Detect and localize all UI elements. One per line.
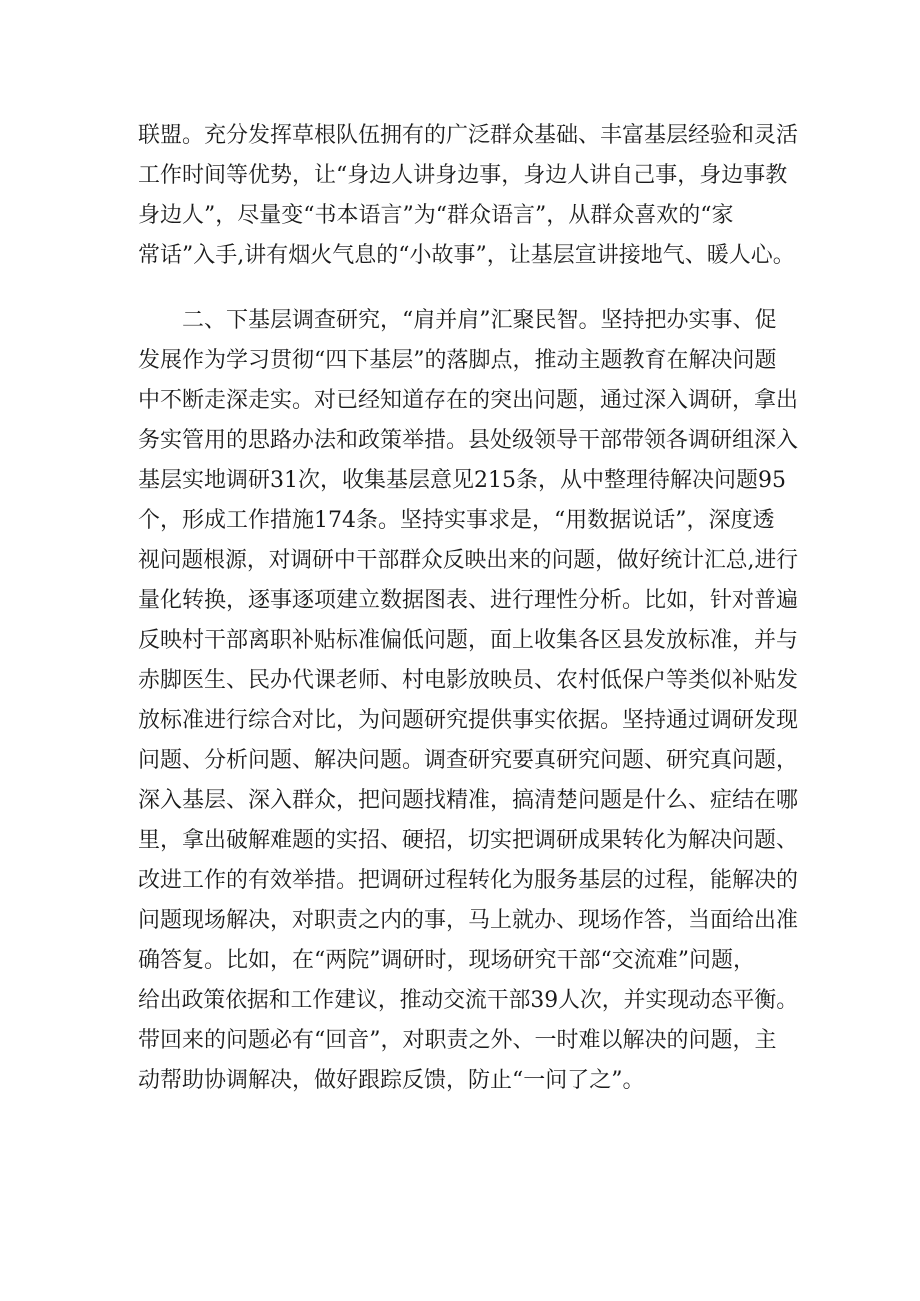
text-line: 工作时间等优势，让“身边人讲身边事，身边人讲自己事，身边事教 [138,163,788,188]
text-line: 常话”入手,讲有烟火气息的“小故事”，让基层宣讲接地气、暖人心。 [138,243,795,268]
paragraph-1 [138,116,798,276]
text-line: 务实管用的思路办法和政策举措。县处级领导干部带领各调研组深入 [138,428,799,453]
text-line: 反映村干部离职补贴标准偏低问题，面上收集各区县发放标准，并与 [138,628,799,653]
text-line: 发展作为学习贯彻“四下基层”的落脚点，推动主题教育在解决问题 [138,348,777,373]
text-line: 中不断走深走实。对已经知道存在的突出问题，通过深入调研，拿出 [138,388,799,413]
text-line: 联盟。充分发挥草根队伍拥有的广泛群众基础、丰富基层经验和灵活 [138,123,799,148]
text-line: 放标准进行综合对比，为问题研究提供事实依据。坚持通过调研发现 [138,708,799,733]
text-line: 基层实地调研31次，收集基层意见215条，从中整理待解决问题95 [138,468,786,493]
text-line: 确答复。比如，在“两院”调研时，现场研究干部“交流难”问题， [138,948,755,973]
text-line: 身边人”，尽量变“书本语言”为“群众语言”，从群众喜欢的“家 [138,203,734,228]
text-line: 二、下基层调查研究，“肩并肩”汇聚民智。坚持把办实事、促 [138,308,777,333]
text-line: 视问题根源，对调研中干部群众反映出来的问题，做好统计汇总,进行 [138,548,798,573]
text-line: 给出政策依据和工作建议，推动交流干部39人次，并实现动态平衡。 [138,988,799,1013]
text-line: 赤脚医生、民办代课老师、村电影放映员、农村低保户等类似补贴发 [138,668,799,693]
paragraph-2 [138,301,798,1101]
text-line: 改进工作的有效举措。把调研过程转化为服务基层的过程，能解决的 [138,868,799,893]
text-line: 个，形成工作措施174条。坚持实事求是，“用数据说话”，深度透 [138,508,775,533]
text-line: 里，拿出破解难题的实招、硬招，切实把调研成果转化为解决问题、 [138,828,799,853]
text-line: 问题现场解决，对职责之内的事，马上就办、现场作答，当面给出准 [138,908,799,933]
text-line: 带回来的问题必有“回音”，对职责之外、一时难以解决的问题，主 [138,1028,777,1053]
text-line: 问题、分析问题、解决问题。调查研究要真研究问题、研究真问题， [138,748,799,773]
text-line: 动帮助协调解决，做好跟踪反馈，防止“一问了之”。 [138,1068,645,1093]
text-line: 量化转换，逐事逐项建立数据图表、进行理性分析。比如，针对普遍 [138,588,799,613]
text-line: 深入基层、深入群众，把问题找精准，搞清楚问题是什么、症结在哪 [138,788,799,813]
